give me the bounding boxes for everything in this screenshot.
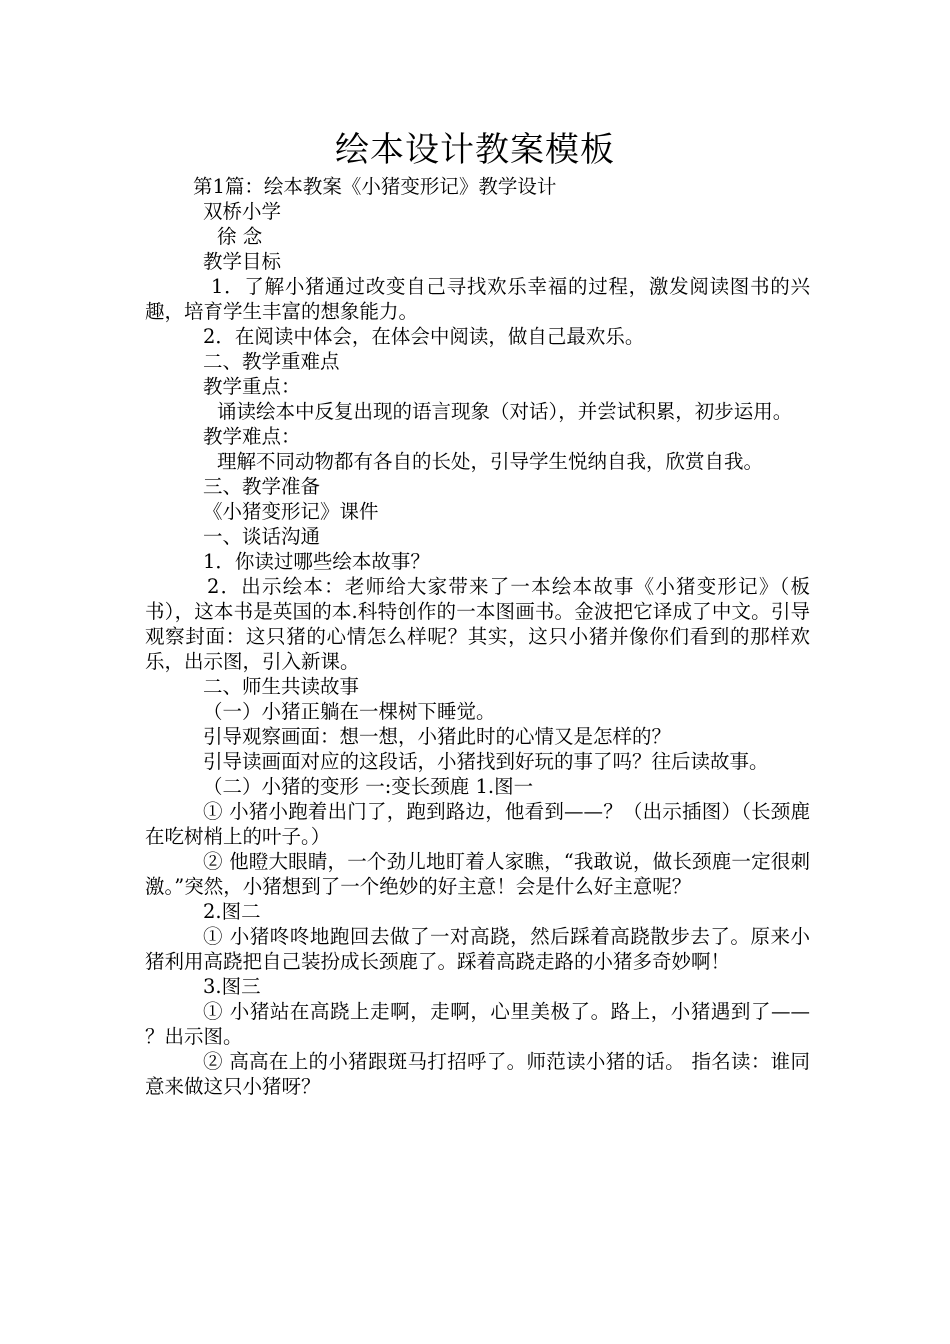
document-title: 绘本设计教案模板 [335,130,615,170]
paragraph: 诵读绘本中反复出现的语言现象（对话），并尝试积累，初步运用。 [217,400,793,423]
section-heading: 教学目标 [203,250,282,273]
section-heading: 二、教学重难点 [203,350,340,373]
paragraph: 1．你读过哪些绘本故事？ [203,550,430,573]
sub-heading: （二）小猪的变形 一:变长颈鹿 1.图一 [203,775,534,798]
paragraph: 理解不同动物都有各自的长处，引导学生悦纳自我，欣赏自我。 [217,450,764,473]
sub-heading: 3.图三 [203,975,261,998]
paragraph: ① 小猪小跑着出门了，跑到路边，他看到——？（出示插图）（长颈鹿在吃树梢上的叶子。） [145,800,810,848]
paragraph: 2．出示绘本：老师给大家带来了一本绘本故事《小猪变形记》（板书），这本书是英国的本.科特创作的一本图画书。金波把它译成了中文。引导观察封面：这只猪的心情怎么样呢？其实，这只小猪并像你们看到的那样欢乐，出示图，引入新课。 [145,575,810,673]
section-heading: 二、师生共读故事 [203,675,360,698]
paragraph: （一）小猪正躺在一棵树下睡觉。 [203,700,496,723]
document-body [145,174,810,1099]
paragraph: 《小猪变形记》课件 [203,500,379,523]
author-name: 徐 念 [217,225,263,248]
paragraph: ① 小猪站在高跷上走啊，走啊，心里美极了。路上，小猪遇到了—— ？出示图。 [145,1000,810,1048]
paragraph: 2．在阅读中体会，在体会中阅读，做自己最欢乐。 [203,325,645,348]
sub-heading: 教学难点： [203,425,301,448]
sub-heading: 2.图二 [203,900,261,923]
paragraph: 1．了解小猪通过改变自己寻找欢乐幸福的过程，激发阅读图书的兴趣，培育学生丰富的想象能力。 [145,275,810,323]
section-heading: 一、谈话沟通 [203,525,321,548]
paragraph: ② 高高在上的小猪跟斑马打招呼了。师范读小猪的话。 指名读：谁同意来做这只小猪呀？ [145,1050,810,1098]
paragraph: 引导读画面对应的这段话，小猪找到好玩的事了吗？往后读故事。 [203,750,769,773]
article-heading: 第1篇：绘本教案《小猪变形记》教学设计 [193,175,557,198]
section-heading: 三、教学准备 [203,475,321,498]
sub-heading: 教学重点： [203,375,301,398]
paragraph: 引导观察画面：想一想，小猪此时的心情又是怎样的？ [203,725,672,748]
paragraph: ② 他瞪大眼睛，一个劲儿地盯着人家瞧，“我敢说，做长颈鹿一定很刺激。”突然，小猪想到了一个绝妙的好主意！会是什么好主意呢？ [145,850,810,898]
school-name: 双桥小学 [203,200,282,223]
paragraph: ① 小猪咚咚地跑回去做了一对高跷，然后踩着高跷散步去了。原来小猪利用高跷把自己装扮成长颈鹿了。踩着高跷走路的小猪多奇妙啊！ [145,925,810,973]
